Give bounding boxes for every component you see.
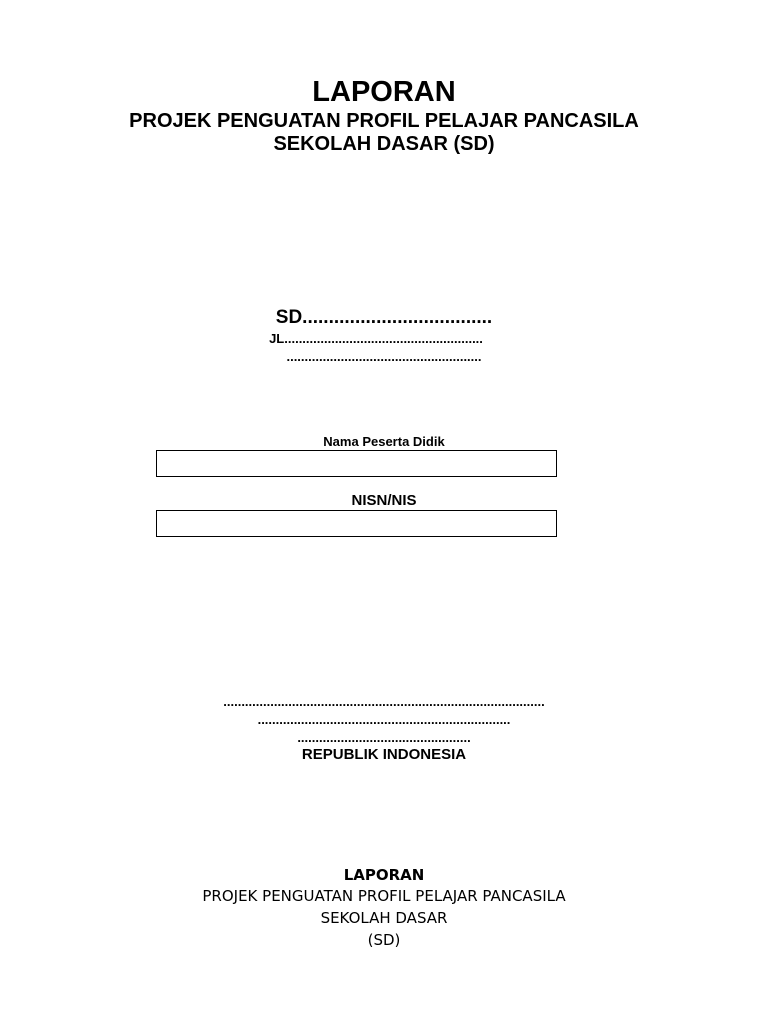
footer-title: LAPORAN [343, 866, 425, 884]
school-level: SEKOLAH DASAR (SD) [273, 133, 495, 155]
nisn-field[interactable] [156, 510, 557, 537]
location-line-1: ......................................................................................... [223, 694, 545, 709]
report-title: LAPORAN [312, 76, 456, 108]
footer-school-level: SEKOLAH DASAR [320, 909, 448, 927]
school-address-line: ...................................................... [286, 349, 482, 364]
footer-project-title: PROJEK PENGUATAN PROFIL PELAJAR PANCASILA [202, 887, 566, 905]
school-name-line: SD.................................... [275, 307, 493, 328]
footer-school-abbr: (SD) [367, 931, 401, 949]
location-line-3: ................................................ [297, 730, 471, 745]
location-line-2: ...................................................................... [257, 712, 511, 727]
student-name-label: Nama Peserta Didik [323, 434, 445, 449]
country-name: REPUBLIK INDONESIA [301, 746, 467, 763]
nisn-label: NISN/NIS [351, 492, 417, 509]
project-title: PROJEK PENGUATAN PROFIL PELAJAR PANCASILA [129, 110, 639, 132]
student-name-field[interactable] [156, 450, 557, 477]
school-street-line: JL....................................................... [269, 331, 483, 346]
